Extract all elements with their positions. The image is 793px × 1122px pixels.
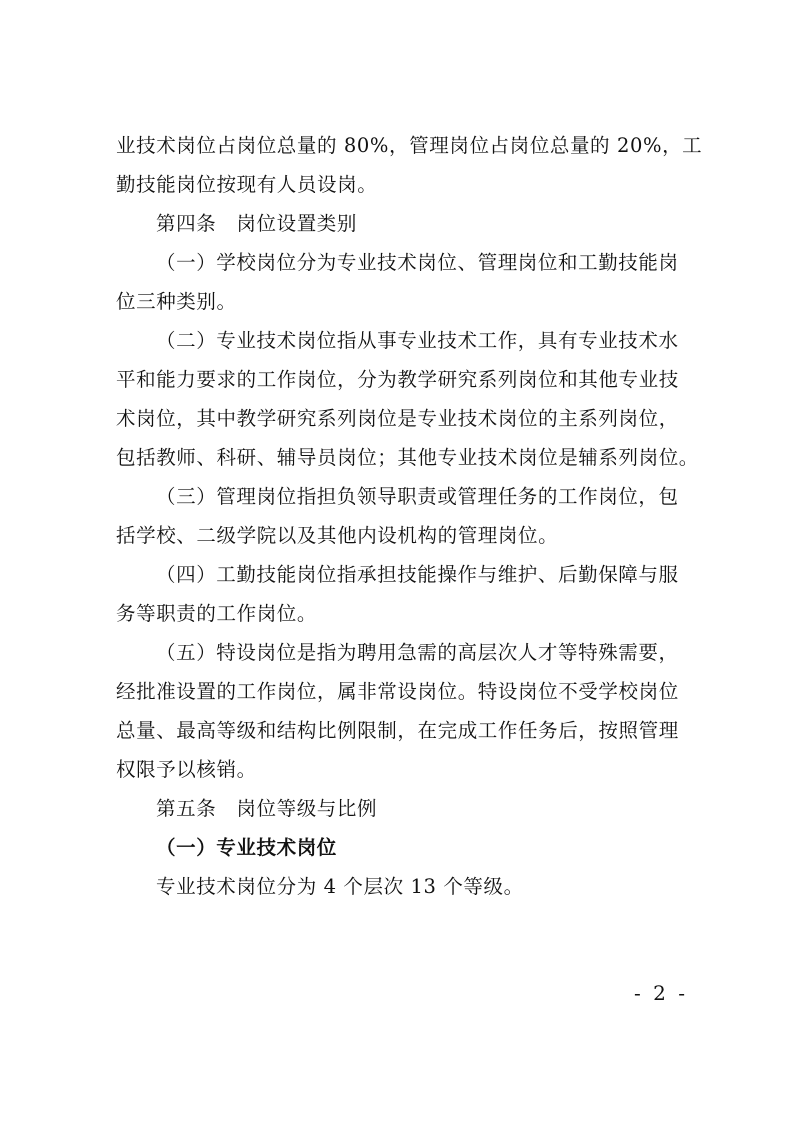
section-heading: （一）专业技术岗位 — [156, 836, 337, 859]
paragraph-line: 位三种类别。 — [116, 290, 237, 313]
article-heading: 第五条 岗位等级与比例 — [156, 797, 378, 820]
paragraph-line: （四）工勤技能岗位指承担技能操作与维护、后勤保障与服 — [156, 563, 679, 586]
paragraph-line: 勤技能岗位按现有人员设岗。 — [116, 173, 378, 196]
paragraph-line: 总量、最高等级和结构比例限制，在完成工作任务后，按照管理 — [116, 719, 679, 742]
paragraph-line: 务等职责的工作岗位。 — [116, 602, 318, 625]
paragraph-line: 包括教师、科研、辅导员岗位；其他专业技术岗位是辅系列岗位。 — [116, 446, 699, 469]
paragraph-line: （三）管理岗位指担负领导职责或管理任务的工作岗位，包 — [156, 485, 679, 508]
paragraph-line: （五）特设岗位是指为聘用急需的高层次人才等特殊需要， — [156, 641, 679, 664]
paragraph-line: （一）学校岗位分为专业技术岗位、管理岗位和工勤技能岗 — [156, 251, 679, 274]
paragraph-line: （二）专业技术岗位指从事专业技术工作，具有专业技术水 — [156, 329, 679, 352]
paragraph-line: 业技术岗位占岗位总量的 80%，管理岗位占岗位总量的 20%，工 — [116, 134, 703, 157]
paragraph-line: 平和能力要求的工作岗位，分为教学研究系列岗位和其他专业技 — [116, 368, 679, 391]
paragraph-line: 括学校、二级学院以及其他内设机构的管理岗位。 — [116, 524, 559, 547]
article-heading: 第四条 岗位设置类别 — [156, 212, 358, 235]
paragraph-line: 权限予以核销。 — [116, 758, 257, 781]
paragraph-line: 专业技术岗位分为 4 个层次 13 个等级。 — [156, 875, 524, 898]
page-number: - 2 - — [634, 981, 688, 1005]
paragraph-line: 经批准设置的工作岗位，属非常设岗位。特设岗位不受学校岗位 — [116, 680, 679, 703]
paragraph-line: 术岗位，其中教学研究系列岗位是专业技术岗位的主系列岗位， — [116, 407, 679, 430]
